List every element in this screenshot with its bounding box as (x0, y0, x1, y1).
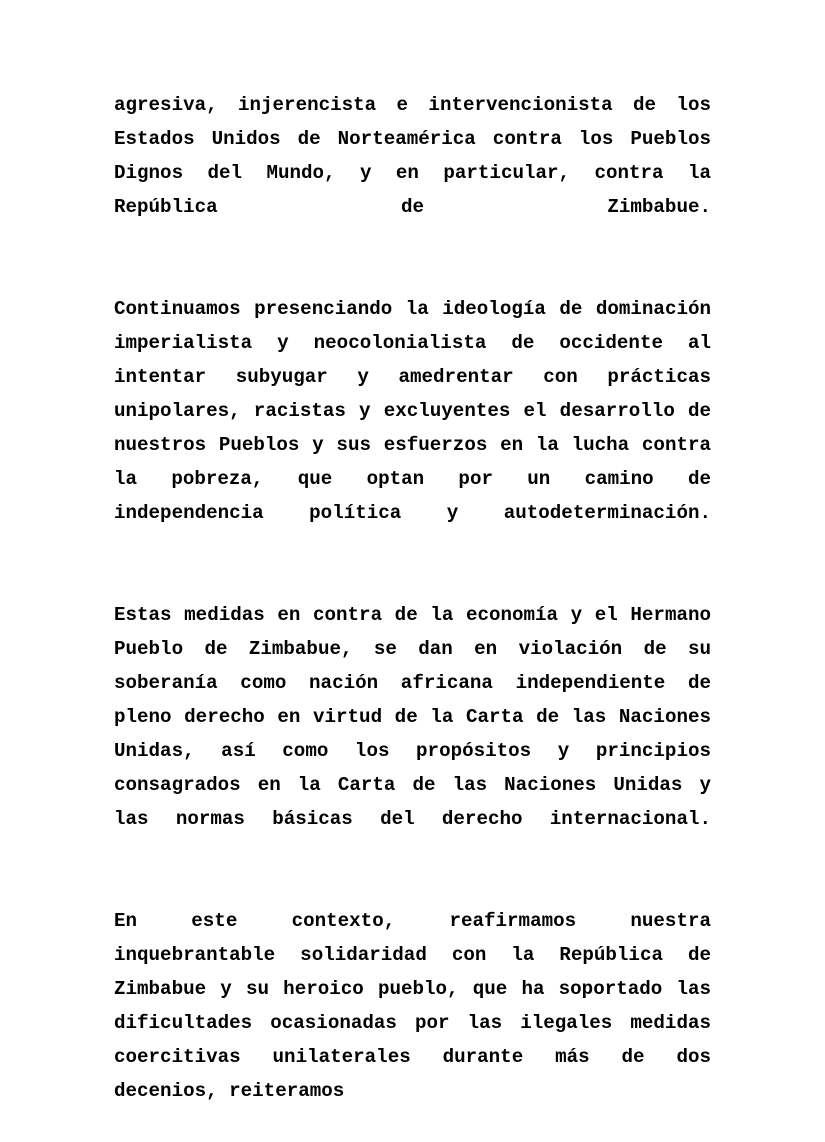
paragraph-2: Continuamos presenciando la ideología de dominación imperialista y neocolonialista de occidente al intentar subyugar y amedrentar con prácticas unipolares, racistas y excluyentes el desarrollo de nuestros Pueblos y sus esfuerzos en la lucha contra la pobreza, que optan por un camino de independencia política y autodeterminación. (114, 298, 711, 524)
paragraph-4: En este contexto, reafirmamos nuestra inquebrantable solidaridad con la República de Zimbabue y su heroico pueblo, que ha soportado las dificultades ocasionadas por las ilegales medidas coercitivas unilaterales durante más de dos decenios, reiteramos (114, 910, 711, 1102)
paragraph-3: Estas medidas en contra de la economía y el Hermano Pueblo de Zimbabue, se dan en violación de su soberanía como nación africana independiente de pleno derecho en virtud de la Carta de las Naciones Unidas, así como los propósitos y principios consagrados en la Carta de las Naciones Unidas y las normas básicas del derecho internacional. (114, 604, 711, 830)
paragraph-1: agresiva, injerencista e intervencionista de los Estados Unidos de Norteamérica contra los Pueblos Dignos del Mundo, y en particular, contra la República de Zimbabue. (114, 94, 711, 218)
document-text-body (114, 88, 711, 1142)
